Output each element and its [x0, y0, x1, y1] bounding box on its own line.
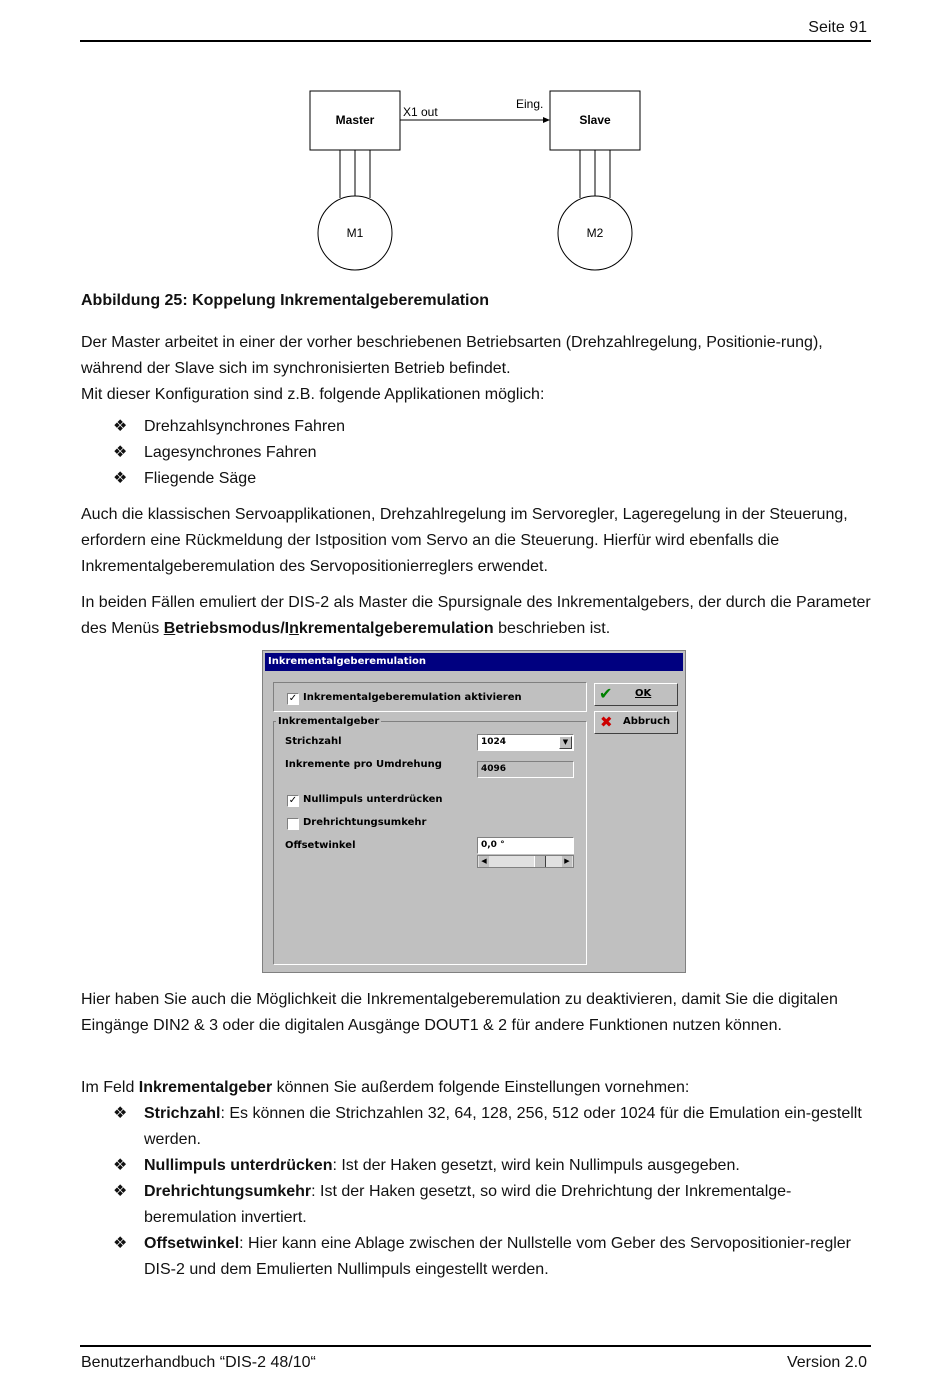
- list-item: ❖ Lagesynchrones Fahren: [113, 440, 873, 466]
- header-rule: [80, 40, 871, 42]
- drehrichtung-label: Drehrichtungsumkehr: [303, 817, 427, 828]
- paragraph-applications: Mit dieser Konfiguration sind z.B. folgende Applikationen möglich:: [81, 386, 545, 403]
- diamond-bullet-icon: ❖: [113, 470, 128, 487]
- paragraph-deactivate: Hier haben Sie auch die Möglichkeit die Inkrementalgeberemulation zu deaktivieren, damit Sie die digitalen Eingänge DIN2 & 3 oder die digitalen Ausgänge DOUT1 & 2 für andere Funktionen nutzen können.: [81, 991, 838, 1034]
- emulation-dialog: [262, 650, 686, 973]
- x1-out-label: X1 out: [403, 105, 438, 119]
- arrow-head: [543, 117, 550, 123]
- nullimpuls-label: Nullimpuls unterdrücken: [303, 794, 443, 805]
- footer-version: Version 2.0: [786, 1354, 867, 1371]
- x-icon: ✖: [600, 713, 613, 731]
- eing-label: Eing.: [516, 97, 544, 111]
- footer-manual-title: Benutzerhandbuch “DIS-2 48/10“: [81, 1354, 316, 1371]
- strichzahl-select[interactable]: 1024 ▼: [477, 734, 574, 751]
- diamond-bullet-icon: ❖: [113, 444, 128, 461]
- list-item: ❖ Nullimpuls unterdrücken: Ist der Haken gesetzt, wird kein Nullimpuls ausgegeben.: [113, 1153, 873, 1179]
- paragraph-menu: In beiden Fällen emuliert der DIS-2 als Master die Spursignale des Inkrementalgebers, der durch die Parameter des Menüs Betriebsmodus/Inkrementalgeberemulation beschrieben ist.: [81, 594, 871, 637]
- offsetwinkel-label: Offsetwinkel: [285, 840, 356, 851]
- motor1-label: M1: [346, 226, 364, 240]
- list-item: ❖ Strichzahl: Es können die Strichzahlen 32, 64, 128, 256, 512 oder 1024 für die Emulation ein-gestellt werden.: [113, 1101, 873, 1153]
- diamond-bullet-icon: ❖: [113, 1183, 128, 1200]
- slave-label: Slave: [579, 113, 611, 127]
- list-item: ❖ Fliegende Säge: [113, 466, 873, 492]
- ok-button[interactable]: ✔ OK: [594, 683, 678, 706]
- list-item: ❖ Drehzahlsynchrones Fahren: [113, 414, 873, 440]
- diamond-bullet-icon: ❖: [113, 418, 128, 435]
- diamond-bullet-icon: ❖: [113, 1105, 128, 1122]
- paragraph-intro: Der Master arbeitet in einer der vorher beschriebenen Betriebsarten (Drehzahlregelung, Positionie-rung), während der Slave sich im synchronisierten Betrieb befindet.: [81, 334, 823, 377]
- paragraph-servo: Auch die klassischen Servoapplikationen, Drehzahlregelung im Servoregler, Lageregelung in der Steuerung, erfordern eine Rückmeldung der Istposition vom Servo an die Steuerung. Hierfür wird ebenfalls die Inkrementalgeberemulation des Servopositionierreglers erwendet.: [81, 506, 848, 575]
- group-label: Inkrementalgeber: [278, 716, 380, 727]
- applications-list: [113, 414, 873, 492]
- diamond-bullet-icon: ❖: [113, 1157, 128, 1174]
- scroll-thumb[interactable]: [534, 856, 546, 867]
- activate-checkbox[interactable]: ✓: [288, 693, 298, 704]
- list-item: ❖ Offsetwinkel: Hier kann eine Ablage zwischen der Nullstelle vom Geber des Servopositionier-regler DIS-2 und dem Emulierten Nullimpuls eingestellt werden.: [113, 1231, 873, 1283]
- diamond-bullet-icon: ❖: [113, 1235, 128, 1252]
- check-icon: ✔: [599, 684, 613, 703]
- settings-list: [113, 1101, 873, 1283]
- abbruch-button[interactable]: ✖ Abbruch: [594, 711, 678, 734]
- strichzahl-label: Strichzahl: [285, 736, 342, 747]
- inkremente-value: 4096: [477, 761, 574, 778]
- offsetwinkel-scrollbar[interactable]: [477, 855, 574, 868]
- offsetwinkel-input[interactable]: 0,0 °: [477, 837, 574, 854]
- scroll-right-icon[interactable]: ▶: [562, 856, 572, 867]
- nullimpuls-checkbox[interactable]: ✓: [288, 795, 298, 806]
- dialog-title: Inkrementalgeberemulation: [265, 653, 683, 671]
- footer-rule: [80, 1345, 871, 1347]
- drehrichtung-checkbox[interactable]: [287, 818, 299, 830]
- scroll-left-icon[interactable]: ◀: [479, 856, 489, 867]
- list-item: ❖ Drehrichtungsumkehr: Ist der Haken gesetzt, so wird die Drehrichtung der Inkrementalge-beremulation invertiert.: [113, 1179, 873, 1231]
- master-label: Master: [335, 113, 375, 127]
- coupling-diagram: [300, 85, 650, 280]
- motor2-label: M2: [586, 226, 604, 240]
- page-number: Seite 91: [808, 19, 867, 36]
- paragraph-settings: Im Feld Inkrementalgeber können Sie außerdem folgende Einstellungen vornehmen:: [81, 1079, 690, 1096]
- figure-caption: Abbildung 25: Koppelung Inkrementalgeberemulation: [81, 292, 490, 309]
- chevron-down-icon[interactable]: ▼: [559, 736, 572, 749]
- inkremente-label: Inkremente pro Umdrehung: [285, 759, 442, 770]
- activate-label: Inkrementalgeberemulation aktivieren: [303, 692, 522, 703]
